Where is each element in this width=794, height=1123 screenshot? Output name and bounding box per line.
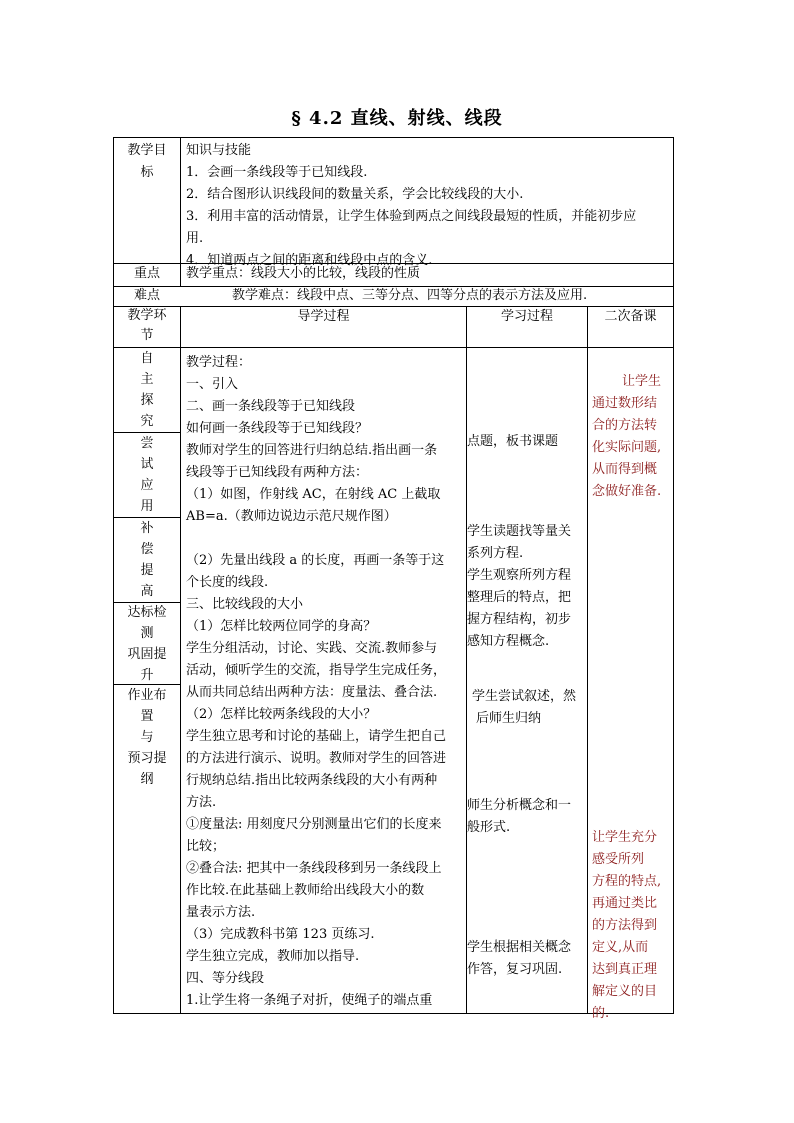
- difficulty-label: 难点: [133, 288, 160, 303]
- stage-self-explore: [114, 348, 180, 432]
- objectives-content: [186, 140, 672, 272]
- guide-line: 学生独立完成，教师加以指导.: [186, 949, 360, 964]
- secondary-line: 通过数形结: [592, 396, 658, 411]
- stage-assessment: [114, 602, 180, 686]
- learning-line: 系列方程.: [467, 546, 524, 561]
- secondary-line: 让学生充分: [592, 830, 658, 845]
- objectives-label-line: 教学目: [127, 143, 167, 158]
- secondary-line: 解定义的目: [592, 984, 658, 999]
- secondary-line: 方程的特点,: [592, 874, 662, 889]
- guide-line: （1）怎样比较两位同学的身高？: [186, 619, 377, 634]
- stage-line: 升: [140, 668, 154, 683]
- guide-line: （1）如图，作射线 AC，在射线 AC 上截取: [186, 487, 441, 502]
- header-stage: [114, 306, 180, 346]
- header-guide: 导学过程: [297, 309, 350, 324]
- guide-line: 二、画一条线段等于已知线段: [186, 399, 356, 414]
- secondary-note-1: [592, 371, 672, 503]
- stage-line: 测: [140, 626, 154, 641]
- learning-line: 后师生归纳: [476, 711, 542, 726]
- learning-line: 感知方程概念.: [467, 634, 550, 649]
- guide-line: ①度量法: 用刻度尺分别测量出它们的长度来: [186, 817, 442, 832]
- learning-line: 整理后的特点，把: [467, 590, 572, 605]
- header-stage-line: 节: [140, 328, 154, 343]
- guide-line: 线段等于已知线段有两种方法：: [186, 465, 369, 480]
- stage-line: 与: [140, 730, 154, 745]
- stage-line: 试: [140, 457, 154, 472]
- guide-line: ②叠合法: 把其中一条线段移到另一条线段上: [186, 861, 442, 876]
- guide-line: 从而共同总结出两种方法：度量法、叠合法.: [186, 685, 438, 700]
- learning-line: 学生读题找等量关: [467, 524, 572, 539]
- secondary-line: 达到真正理: [592, 962, 658, 977]
- secondary-line: 的方法得到: [592, 918, 658, 933]
- stage-line: 偿: [140, 542, 154, 557]
- learning-block-1: [467, 431, 585, 453]
- guide-line: 教师对学生的回答进行归纳总结.指出画一条: [186, 443, 438, 458]
- guide-line: （2）先量出线段 a 的长度，再画一条等于这: [186, 553, 445, 568]
- key-point-label: 重点: [133, 266, 160, 281]
- secondary-line: 感受所列: [592, 852, 645, 867]
- objectives-line: 用.: [186, 231, 204, 246]
- learning-block-4: [472, 686, 585, 730]
- guide-line: 如何画一条线段等于已知线段？: [186, 421, 369, 436]
- stage-line: 预习提: [127, 751, 167, 766]
- objectives-label: [114, 140, 180, 184]
- stage-line: 应: [140, 478, 154, 493]
- learning-line: 师生分析概念和一: [467, 798, 572, 813]
- guide-line: AB=a.（教师边说边示范尺规作图）: [186, 509, 397, 524]
- guide-line: 活动，倾听学生的交流，指导学生完成任务，: [186, 663, 447, 678]
- objectives-line: 4．知道两点之间的距离和线段中点的含义.: [186, 253, 433, 268]
- guide-line: 教学过程：: [186, 355, 252, 370]
- guide-line: [186, 528, 464, 550]
- stage-compensate: [114, 518, 180, 602]
- secondary-line: 再通过类比: [592, 896, 658, 911]
- guide-line: 量表示方法.: [186, 905, 256, 920]
- objectives-line: 知识与技能: [186, 143, 252, 158]
- stage-line: 置: [140, 709, 154, 724]
- header-secondary: 二次备课: [604, 309, 657, 324]
- learning-block-3: [467, 565, 585, 653]
- learning-block-2: [467, 521, 585, 565]
- stage-line: 达标检: [127, 605, 167, 620]
- stage-line: 探: [140, 393, 154, 408]
- header-stage-line: 教学环: [127, 308, 167, 323]
- secondary-line: 念做好准备.: [592, 484, 662, 499]
- secondary-line: 合的方法转: [592, 418, 658, 433]
- learning-line: 学生观察所列方程: [467, 568, 572, 583]
- secondary-line: 从而得到概: [592, 462, 658, 477]
- stage-line: 主: [140, 372, 154, 387]
- guide-line: 三、比较线段的大小: [186, 597, 304, 612]
- stage-line: 自: [140, 351, 154, 366]
- stage-line: 究: [140, 414, 154, 429]
- learning-block-6: [467, 937, 585, 981]
- learning-line: 学生尝试叙述，然: [472, 689, 577, 704]
- learning-line: 般形式.: [467, 820, 511, 835]
- guide-line: （2）怎样比较两条线段的大小？: [186, 707, 377, 722]
- secondary-line: 让学生: [622, 374, 662, 389]
- stage-line: 作业布: [127, 688, 167, 703]
- guide-line: 1.让学生将一条绳子对折，使绳子的端点重: [186, 993, 433, 1008]
- stage-try-apply: [114, 433, 180, 517]
- learning-line: 作答，复习巩固.: [467, 962, 563, 977]
- learning-block-5: [467, 795, 585, 839]
- secondary-line: 化实际问题,: [592, 440, 662, 455]
- stage-homework: [114, 685, 180, 790]
- stage-line: 用: [140, 499, 154, 514]
- guide-line: 比较；: [186, 839, 226, 854]
- objectives-label-line: 标: [140, 165, 154, 180]
- difficulty-text: 教学难点：线段中点、三等分点、四等分点的表示方法及应用.: [232, 288, 588, 303]
- guide-line: 四、等分线段: [186, 971, 265, 986]
- objectives-line: 3．利用丰富的活动情景，让学生体验到两点之间线段最短的性质，并能初步应: [186, 209, 637, 224]
- guide-line: 方法.: [186, 795, 217, 810]
- page-title: § 4.2 直线、射线、线段: [291, 108, 503, 129]
- guide-line: 的方法进行演示、说明。教师对学生的回答进: [186, 751, 447, 766]
- guide-line: 个长度的线段.: [186, 575, 269, 590]
- secondary-note-2: [592, 827, 672, 1025]
- learning-line: 握方程结构，初步: [467, 612, 572, 627]
- objectives-line: 2．结合图形认识线段间的数量关系，学会比较线段的大小.: [186, 187, 524, 202]
- guide-content: [186, 352, 464, 1012]
- stage-line: 高: [140, 584, 154, 599]
- guide-line: （3）完成教科书第 123 页练习.: [186, 927, 375, 942]
- stage-line: 尝: [140, 436, 154, 451]
- secondary-line: 的.: [592, 1006, 610, 1021]
- guide-line: 学生独立思考和讨论的基础上，请学生把自己: [186, 729, 447, 744]
- guide-line: 一、引入: [186, 377, 239, 392]
- guide-line: 学生分组活动，讨论、实践、交流.教师参与: [186, 641, 438, 656]
- stage-line: 巩固提: [127, 647, 167, 662]
- learning-line: 点题，板书课题: [467, 434, 559, 449]
- learning-line: 学生根据相关概念: [467, 940, 572, 955]
- stage-line: 补: [140, 521, 154, 536]
- guide-line: 行规纳总结.指出比较两条线段的大小有两种: [186, 773, 438, 788]
- stage-line: 纲: [140, 772, 154, 787]
- key-point-text: 教学重点：线段大小的比较，线段的性质: [186, 266, 421, 281]
- secondary-line: 定义,从而: [592, 940, 649, 955]
- stage-line: 提: [140, 563, 154, 578]
- objectives-line: 1．会画一条线段等于已知线段.: [186, 165, 368, 180]
- guide-line: 作比较.在此基础上教师给出线段大小的数: [186, 883, 425, 898]
- header-learning: 学习过程: [500, 309, 553, 324]
